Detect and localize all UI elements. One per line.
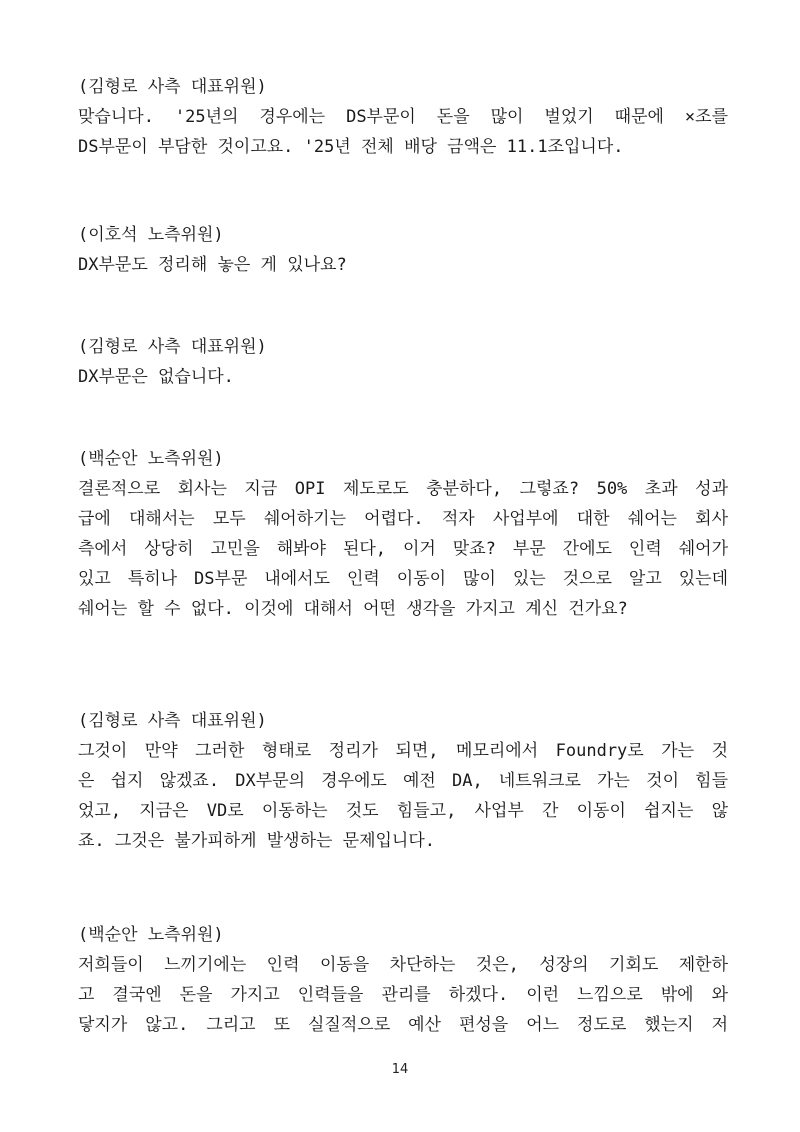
text-line: 은 쉽지 않겠죠. DX부문의 경우에도 예전 DA, 네트워크로 가는 것이 힘들 — [78, 771, 728, 791]
text-line: 결론적으로 회사는 지금 OPI 제도로도 충분하다, 그렇죠? 50% 초과 성과 — [78, 479, 728, 499]
speaker-label: (김형로 사측 대표위원) — [78, 77, 267, 97]
section-6 — [78, 920, 728, 1040]
text-line: 측에서 상당히 고민을 해봐야 된다, 이거 맞죠? 부문 간에도 인력 쉐어가 — [78, 539, 728, 559]
text-line: 저희들이 느끼기에는 인력 이동을 차단하는 것은, 성장의 기회도 제한하 — [78, 955, 728, 975]
text-line: 었고, 지금은 VD로 이동하는 것도 힘들고, 사업부 간 이동이 쉽지는 않 — [78, 801, 728, 821]
text-line: 맞습니다. '25년의 경우에는 DS부문이 돈을 많이 벌었기 때문에 ×조를 — [78, 107, 728, 127]
speaker-label: (김형로 사측 대표위원) — [78, 337, 267, 357]
speaker-label: (백순안 노측위원) — [78, 449, 224, 469]
text-line: 쉐어는 할 수 없다. 이것에 대해서 어떤 생각을 가지고 계신 건가요? — [78, 599, 628, 619]
section-1 — [78, 72, 728, 162]
text-line: DX부문은 없습니다. — [78, 367, 234, 387]
text-line: DX부문도 정리해 놓은 게 있나요? — [78, 255, 347, 275]
section-2 — [78, 220, 728, 280]
section-4 — [78, 444, 728, 624]
speaker-label: (이호석 노측위원) — [78, 225, 224, 245]
text-line: 고 결국엔 돈을 가지고 인력들을 관리를 하겠다. 이런 느낌으로 밖에 와 — [78, 985, 728, 1005]
section-5 — [78, 706, 728, 856]
text-line: 닿지가 않고. 그리고 또 실질적으로 예산 편성을 어느 정도로 했는지 저 — [78, 1015, 728, 1035]
page-number: 14 — [391, 1062, 409, 1077]
speaker-label: (김형로 사측 대표위원) — [78, 711, 267, 731]
text-line: 그것이 만약 그러한 형태로 정리가 되면, 메모리에서 Foundry로 가는 것 — [78, 741, 728, 761]
text-line: 급에 대해서는 모두 쉐어하기는 어렵다. 적자 사업부에 대한 쉐어는 회사 — [78, 509, 728, 529]
text-line: 있고 특히나 DS부문 내에서도 인력 이동이 많이 있는 것으로 알고 있는데 — [78, 569, 728, 589]
section-3 — [78, 332, 728, 392]
text-line: DS부문이 부담한 것이고요. '25년 전체 배당 금액은 11.1조입니다. — [78, 137, 624, 157]
text-line: 죠. 그것은 불가피하게 발생하는 문제입니다. — [78, 831, 436, 851]
speaker-label: (백순안 노측위원) — [78, 925, 224, 945]
